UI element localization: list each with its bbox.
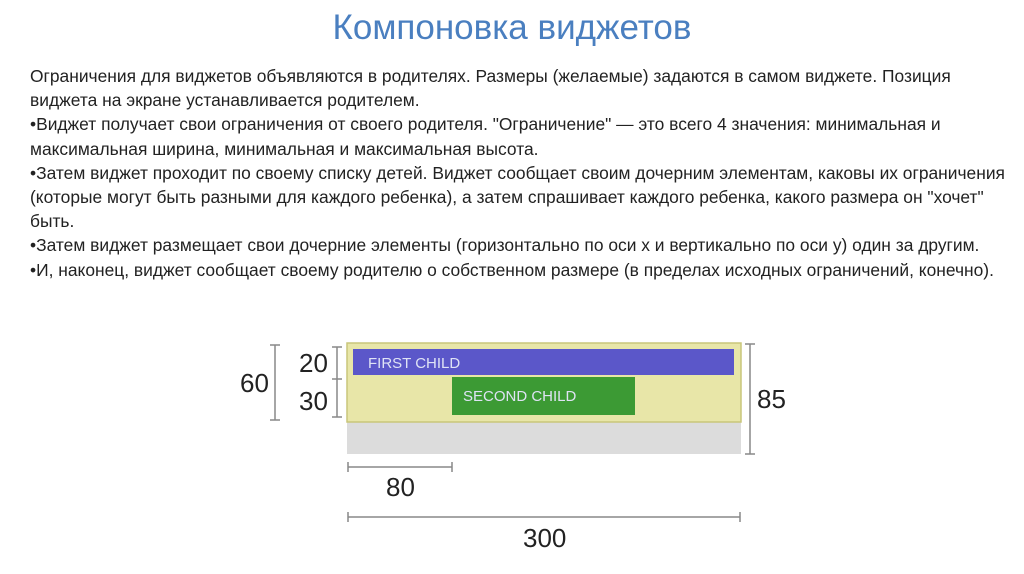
dim-label-30: 30 [299, 386, 328, 416]
dim-label-85: 85 [757, 384, 786, 414]
dim-label-300: 300 [523, 523, 567, 553]
second-child-label: SECOND CHILD [463, 388, 577, 405]
dim-label-80: 80 [386, 472, 415, 502]
slide-title: Компоновка виджетов [332, 8, 692, 47]
parent-extra-area [347, 422, 741, 454]
dim-label-20: 20 [299, 348, 328, 378]
dim-label-60: 60 [240, 368, 269, 398]
bullet-size-report: •И, наконец, виджет сообщает своему родителю о собственном размере (в пределах исходных ограничений, конечно). [30, 259, 994, 280]
first-child-label: FIRST CHILD [368, 355, 461, 372]
bullet-layout: •Затем виджет размещает свои дочерние элементы (горизонтально по оси x и вертикально по оси y) один за другим. [30, 235, 980, 256]
bullet-constraints: •Виджет получает свои ограничения от своего родителя. "Ограничение" — это всего 4 значения: минимальная и максимальная ширина, минимальная и максимальная высота. [30, 114, 941, 159]
bullet-children: •Затем виджет проходит по своему списку детей. Виджет сообщает своим дочерним элементам, каковы их ограничения (которые могут быть разными для каждого ребенка), а затем спрашивает каждого ребенка, какого размера он "хочет" быть. [30, 162, 1005, 232]
paragraph-intro: Ограничения для виджетов объявляются в родителях. Размеры (желаемые) задаются в самом виджете. Позиция виджета на экране устанавливается родителем. [30, 66, 951, 111]
